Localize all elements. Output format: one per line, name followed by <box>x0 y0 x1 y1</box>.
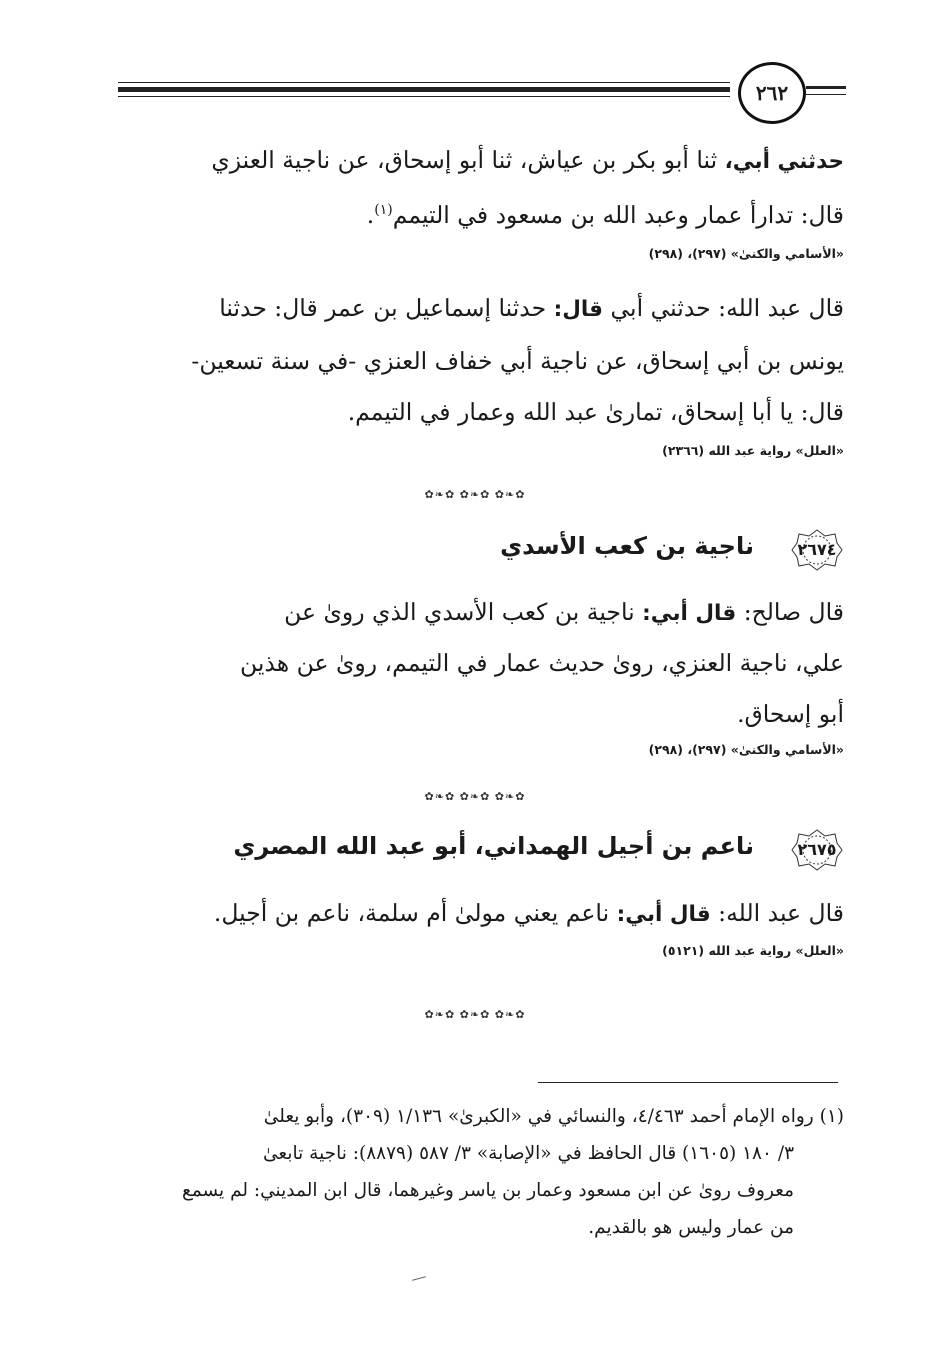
text-line <box>367 185 844 240</box>
entry-number-badge <box>790 528 844 572</box>
line-text: قال عبد الله: حدثني أبي <box>603 294 844 322</box>
text-line <box>240 638 844 688</box>
line-text: قال صالح: <box>736 598 844 626</box>
line-text: حدثنا إسماعيل بن عمر قال: حدثنا <box>219 294 554 322</box>
line-text: ناجية بن كعب الأسدي الذي روىٰ عن <box>284 598 643 626</box>
ornament-divider: ✿❧✿ ✿❧✿ ✿❧✿ <box>424 790 526 803</box>
footnote <box>104 1098 844 1246</box>
bold-phrase: قال أبي: <box>642 601 737 626</box>
page-mark <box>412 1276 426 1281</box>
entry-number: ٢٦٧٥ <box>797 840 837 859</box>
header-rule <box>118 87 730 92</box>
line-text: قال عبد الله: <box>710 899 844 927</box>
header-rule <box>806 86 846 89</box>
line-text: قال: يا أبا إسحاق، تمارىٰ عبد الله وعمار في التيمم. <box>347 398 844 426</box>
entry-heading <box>114 528 844 574</box>
entry-title: ناعم بن أجيل الهمداني، أبو عبد الله المصري <box>233 832 754 860</box>
text-line <box>348 387 844 437</box>
line-text: علي، ناجية العنزي، روىٰ حديث عمار في التيمم، روىٰ عن هذين <box>239 649 844 677</box>
text-line <box>284 587 844 639</box>
text-line <box>191 336 844 386</box>
header-rule <box>118 96 730 97</box>
footnote-rule <box>538 1082 838 1083</box>
line-text: ناعم يعني مولىٰ أم سلمة، ناعم بن أجيل. <box>213 899 617 927</box>
ornament-divider: ✿❧✿ ✿❧✿ ✿❧✿ <box>424 488 526 501</box>
footnote-line: ٣/ ١٨٠ (١٦٠٥) قال الحافظ في «الإصابة» ٣/ ٥٨٧ (٨٨٧٩): ناجية تابعىٰ <box>263 1143 794 1164</box>
bold-phrase: قال: <box>553 297 603 322</box>
entry-number: ٢٦٧٤ <box>797 540 837 559</box>
footnote-marker[interactable]: (١) <box>374 202 393 218</box>
text-line <box>737 689 844 739</box>
line-text: يونس بن أبي إسحاق، عن ناجية أبي خفاف العنزي -في سنة تسعين- <box>191 347 844 375</box>
bold-phrase: حدثني أبي، <box>724 149 844 174</box>
entry-number-badge <box>790 828 844 872</box>
line-text: أبو إسحاق. <box>737 700 844 728</box>
text-line <box>219 283 844 335</box>
source-citation: «الأسامي والكنىٰ» (٢٩٧)، (٢٩٨) <box>648 742 844 757</box>
source-citation: «الأسامي والكنىٰ» (٢٩٧)، (٢٩٨) <box>648 246 844 261</box>
line-end: . <box>366 200 375 229</box>
line-text: قال: تدارأ عمار وعبد الله بن مسعود في التيمم <box>392 200 844 229</box>
text-line <box>214 888 844 940</box>
entry-title: ناجية بن كعب الأسدي <box>500 532 754 560</box>
header-rule <box>806 94 846 95</box>
page-number: ٢٦٢ <box>738 62 806 124</box>
ornament-divider: ✿❧✿ ✿❧✿ ✿❧✿ <box>424 1008 526 1021</box>
footnote-line: (١) رواه الإمام أحمد ٤/٤٦٣، والنسائي في «الكبرىٰ» ١/١٣٦ (٣٠٩)، وأبو يعلىٰ <box>263 1106 844 1127</box>
text-line <box>211 135 844 187</box>
entry-heading <box>114 828 844 874</box>
header-rule <box>118 82 730 83</box>
line-text: ثنا أبو بكر بن عياش، ثنا أبو إسحاق، عن ناجية العنزي <box>211 146 725 174</box>
page-header <box>118 62 848 122</box>
bold-phrase: قال أبي: <box>616 902 711 927</box>
source-citation: «العلل» رواية عبد الله (٥١٢١) <box>662 943 844 958</box>
source-citation: «العلل» رواية عبد الله (٢٣٦٦) <box>662 443 844 458</box>
footnote-line: من عمار وليس هو بالقديم. <box>588 1217 794 1238</box>
footnote-line: معروف روىٰ عن ابن مسعود وعمار بن ياسر وغيرهما، قال ابن المديني: لم يسمع <box>182 1180 794 1201</box>
